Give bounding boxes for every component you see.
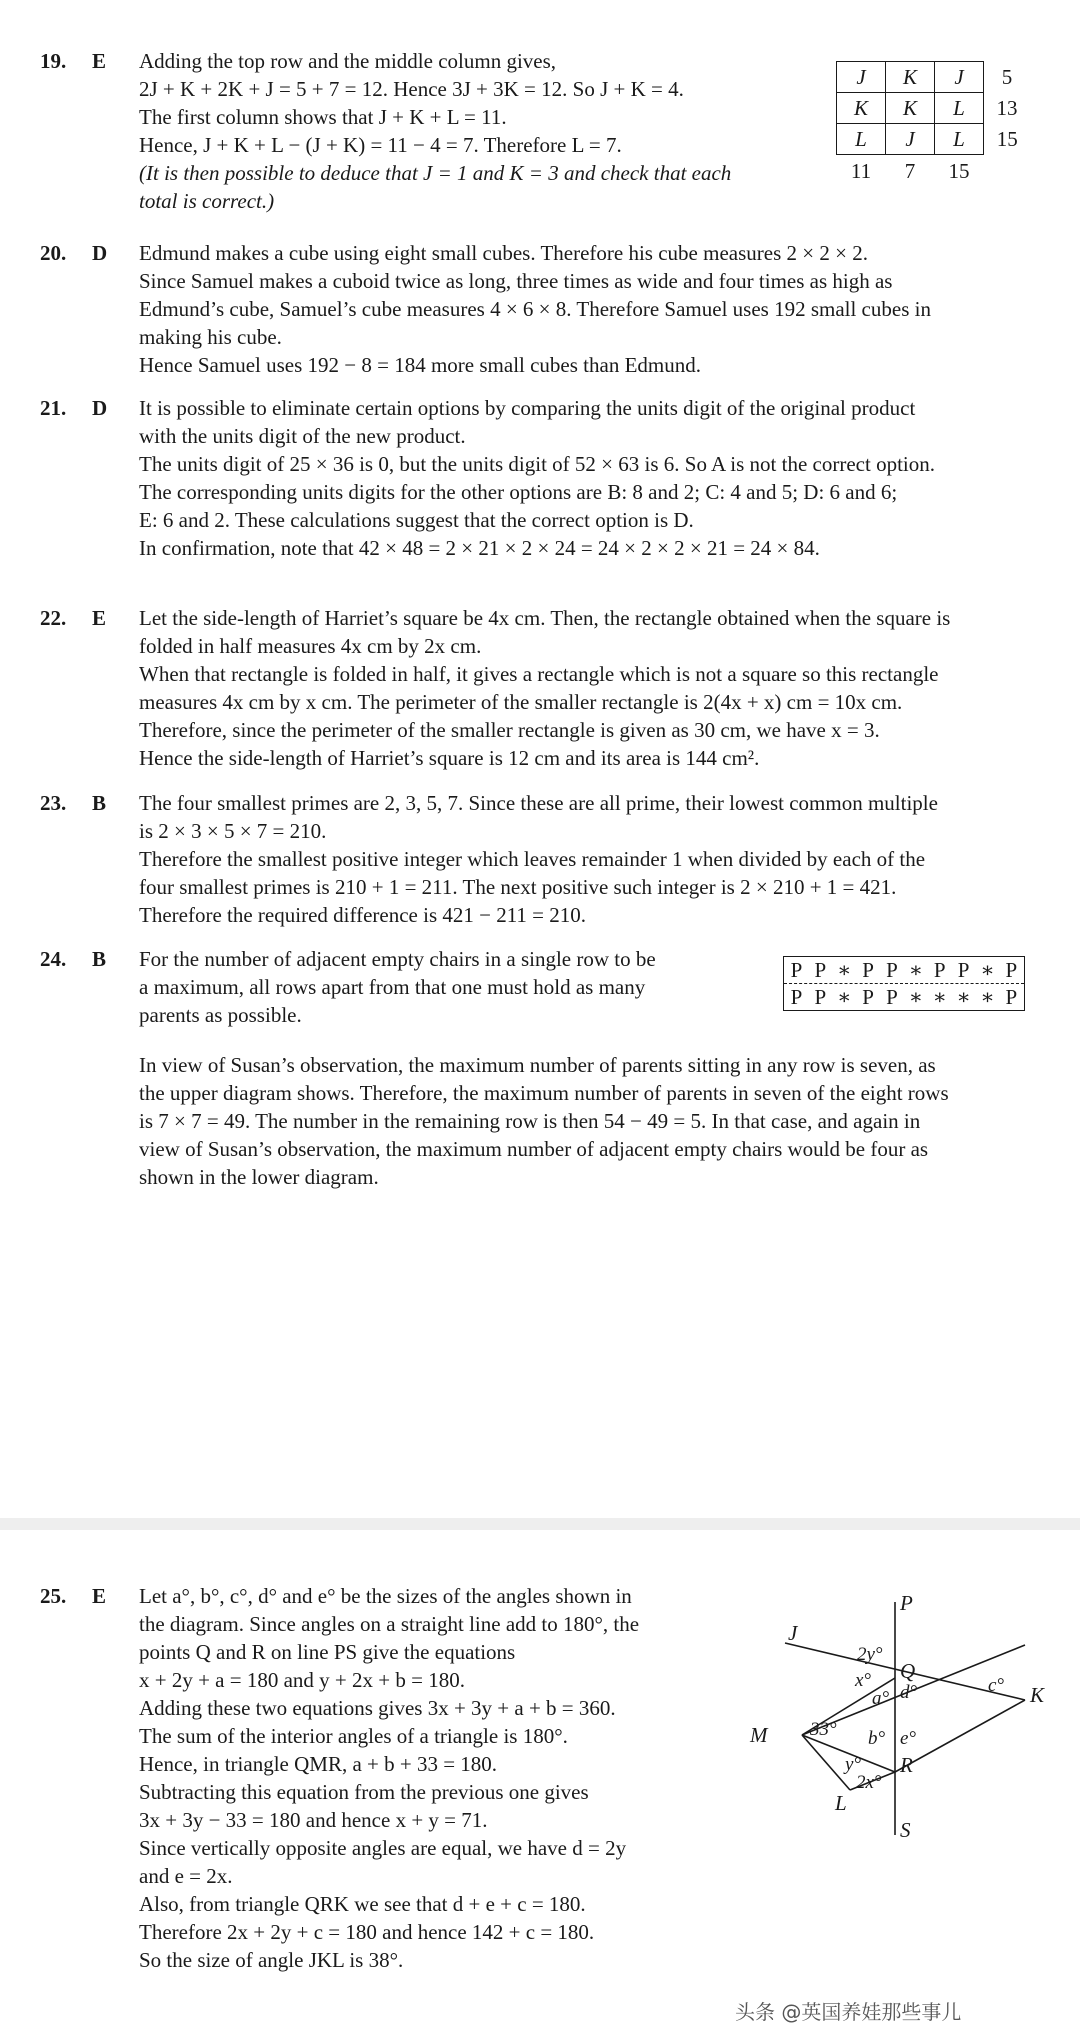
- chair: ∗: [980, 985, 995, 1009]
- chair: P: [957, 958, 970, 982]
- answer-letter: D: [92, 241, 108, 265]
- chair: P: [1005, 958, 1018, 982]
- angle-33: 33°: [810, 1719, 837, 1740]
- text-line: Let a°, b°, c°, d° and e° be the sizes of the angles shown in: [139, 1584, 632, 1608]
- text-line: The corresponding units digits for the other options are B: 8 and 2; C: 4 and 5; D: 6 and 6;: [139, 480, 898, 504]
- text-line: is 2 × 3 × 5 × 7 = 210.: [139, 819, 327, 843]
- text-line: The units digit of 25 × 36 is 0, but the units digit of 52 × 63 is 6. So A is not the correct option.: [139, 452, 935, 476]
- grid-cell: K: [886, 62, 935, 93]
- text-line: Subtracting this equation from the previous one gives: [139, 1780, 589, 1804]
- text-line: points Q and R on line PS give the equations: [139, 1640, 516, 1664]
- angle-c: c°: [988, 1675, 1005, 1696]
- solution-21-text: [139, 394, 1032, 562]
- answer-letter: D: [92, 396, 108, 420]
- text-line: parents as possible.: [139, 1003, 302, 1027]
- text-line: Hence, J + K + L − (J + K) = 11 − 4 = 7. Therefore L = 7.: [139, 133, 622, 157]
- column-total: 11: [850, 158, 872, 183]
- row-total: 5: [1001, 64, 1013, 89]
- answer-letter: B: [92, 791, 107, 815]
- text-line: shown in the lower diagram.: [139, 1165, 379, 1189]
- question-number: 23.: [40, 791, 67, 815]
- text-line: making his cube.: [139, 325, 282, 349]
- chairs-diagram: [783, 956, 1025, 1011]
- text-line: The first column shows that J + K + L = 11.: [139, 105, 507, 129]
- chair: ∗: [837, 985, 852, 1009]
- text-line: with the units digit of the new product.: [139, 424, 466, 448]
- letter-grid: [836, 61, 1031, 187]
- text-line: Therefore the required difference is 421 − 211 = 210.: [139, 903, 587, 927]
- grid-cell: K: [886, 93, 935, 124]
- label-k: K: [1030, 1683, 1045, 1707]
- text-line: Therefore 2x + 2y + c = 180 and hence 142 + c = 180.: [139, 1920, 595, 1944]
- chair: ∗: [980, 958, 995, 982]
- segment-ml: [802, 1735, 850, 1790]
- text-line: In view of Susan’s observation, the maximum number of parents sitting in any row is seven, as: [139, 1053, 936, 1077]
- chair: P: [790, 985, 803, 1009]
- chair: P: [886, 958, 898, 982]
- label-r: R: [900, 1753, 913, 1777]
- text-line: Let the side-length of Harriet’s square be 4x cm. Then, the rectangle obtained when the square is: [139, 606, 951, 630]
- text-line: Therefore the smallest positive integer which leaves remainder 1 when divided by each of the: [139, 847, 926, 871]
- text-line: is 7 × 7 = 49. The number in the remaining row is then 54 − 49 = 5. In that case, and again in: [139, 1109, 921, 1133]
- text-line: When that rectangle is folded in half, it gives a rectangle which is not a square so this rectangle: [139, 662, 939, 686]
- text-line: The sum of the interior angles of a triangle is 180°.: [139, 1724, 568, 1748]
- chair: P: [886, 985, 898, 1009]
- chair: ∗: [932, 985, 947, 1009]
- text-line: folded in half measures 4x cm by 2x cm.: [139, 634, 482, 658]
- solution-25-text: [139, 1582, 729, 1974]
- text-line: x + 2y + a = 180 and y + 2x + b = 180.: [139, 1668, 465, 1692]
- solution-20-text: [139, 239, 1032, 379]
- column-total: 15: [948, 158, 970, 183]
- text-line: It is possible to eliminate certain options by comparing the units digit of the original product: [139, 396, 916, 420]
- text-line: For the number of adjacent empty chairs in a single row to be: [139, 947, 656, 971]
- text-line: E: 6 and 2. These calculations suggest that the correct option is D.: [139, 508, 694, 532]
- chair: ∗: [956, 985, 971, 1009]
- angle-b: b°: [868, 1728, 886, 1749]
- grid-cell: J: [886, 124, 935, 155]
- column-total: 7: [904, 158, 916, 183]
- chair: ∗: [908, 985, 924, 1009]
- text-line: the diagram. Since angles on a straight line add to 180°, the: [139, 1612, 640, 1636]
- text-line: The four smallest primes are 2, 3, 5, 7. Since these are all prime, their lowest common multiple: [139, 791, 938, 815]
- text-line: Hence the side-length of Harriet’s square is 12 cm and its area is 144 cm².: [139, 746, 760, 770]
- text-line: and e = 2x.: [139, 1864, 233, 1888]
- row-total: 13: [996, 95, 1018, 120]
- page-separator: [0, 1518, 1080, 1530]
- grid-cell: J: [935, 62, 984, 93]
- question-number: 20.: [40, 241, 67, 265]
- text-line: (It is then possible to deduce that J = 1 and K = 3 and check that each: [139, 161, 732, 185]
- grid-cell: J: [837, 62, 886, 93]
- question-number: 25.: [40, 1584, 67, 1608]
- answer-letter: B: [92, 947, 107, 971]
- label-j: J: [788, 1621, 798, 1645]
- grid-cell: L: [935, 93, 984, 124]
- chair: P: [814, 985, 827, 1009]
- text-line: Hence Samuel uses 192 − 8 = 184 more small cubes than Edmund.: [139, 353, 701, 377]
- text-line: In confirmation, note that 42 × 48 = 2 × 21 × 2 × 24 = 24 × 2 × 2 × 21 = 24 × 84.: [139, 536, 820, 560]
- chair: P: [1005, 985, 1018, 1009]
- question-number: 21.: [40, 396, 67, 420]
- angle-d: d°: [900, 1682, 918, 1703]
- grid-cell: K: [837, 93, 886, 124]
- angle-2y: 2y°: [857, 1644, 883, 1665]
- solution-19-text: [139, 47, 819, 215]
- text-line: Hence, in triangle QMR, a + b + 33 = 180.: [139, 1752, 498, 1776]
- text-line: four smallest primes is 210 + 1 = 211. The next positive such integer is 2 × 210 + 1 = 421.: [139, 875, 897, 899]
- chair: ∗: [908, 958, 924, 982]
- angle-a: a°: [872, 1688, 890, 1709]
- angle-diagram: [740, 1580, 1060, 1850]
- question-number: 22.: [40, 606, 67, 630]
- angle-y: y°: [845, 1754, 862, 1775]
- answer-letter: E: [92, 1584, 107, 1608]
- chair: P: [862, 958, 874, 982]
- text-line: view of Susan’s observation, the maximum number of adjacent empty chairs would be four as: [139, 1137, 929, 1161]
- text-line: Adding the top row and the middle column gives,: [139, 49, 557, 73]
- answer-letter: E: [92, 49, 107, 73]
- label-l: L: [835, 1791, 847, 1815]
- angle-x: x°: [855, 1670, 872, 1691]
- angle-2x: 2x°: [856, 1772, 882, 1793]
- question-number: 19.: [40, 49, 67, 73]
- label-s: S: [900, 1818, 911, 1842]
- text-line: 3x + 3y − 33 = 180 and hence x + y = 71.: [139, 1808, 488, 1832]
- question-number: 24.: [40, 947, 67, 971]
- chair: P: [790, 958, 803, 982]
- grid-cell: L: [837, 124, 886, 155]
- text-line: 2J + K + 2K + J = 5 + 7 = 12. Hence 3J + 3K = 12. So J + K = 4.: [139, 77, 684, 101]
- text-line: Also, from triangle QRK we see that d + e + c = 180.: [139, 1892, 586, 1916]
- text-line: Adding these two equations gives 3x + 3y + a + b = 360.: [139, 1696, 616, 1720]
- solution-22-text: [139, 604, 1032, 772]
- text-line: total is correct.): [139, 189, 275, 213]
- text-line: So the size of angle JKL is 38°.: [139, 1948, 404, 1972]
- text-line: measures 4x cm by x cm. The perimeter of the smaller rectangle is 2(4x + x) cm = 10x cm.: [139, 690, 903, 714]
- answer-letter: E: [92, 606, 107, 630]
- text-line: a maximum, all rows apart from that one must hold as many: [139, 975, 646, 999]
- chair: P: [814, 958, 827, 982]
- chair: ∗: [837, 958, 852, 982]
- text-line: Since vertically opposite angles are equal, we have d = 2y: [139, 1836, 627, 1860]
- label-q: Q: [900, 1659, 916, 1683]
- angle-e: e°: [900, 1728, 917, 1749]
- text-line: Therefore, since the perimeter of the smaller rectangle is given as 30 cm, we have x = 3.: [139, 718, 880, 742]
- text-line: the upper diagram shows. Therefore, the maximum number of parents in seven of the eight rows: [139, 1081, 949, 1105]
- solution-23-text: [139, 789, 1032, 929]
- row-total: 15: [996, 126, 1018, 151]
- chair-row-lower: [784, 984, 1024, 1010]
- text-line: Edmund makes a cube using eight small cubes. Therefore his cube measures 2 × 2 × 2.: [139, 241, 868, 265]
- label-m: M: [750, 1723, 768, 1747]
- chair: P: [862, 985, 874, 1009]
- watermark: 头条 @英国养娃那些事儿: [735, 2000, 962, 2024]
- label-p: P: [900, 1591, 913, 1615]
- chair-row-upper: [784, 957, 1024, 983]
- text-line: Edmund’s cube, Samuel’s cube measures 4 × 6 × 8. Therefore Samuel uses 192 small cubes in: [139, 297, 931, 321]
- chair: P: [933, 958, 946, 982]
- text-line: Since Samuel makes a cuboid twice as long, three times as wide and four times as high as: [139, 269, 893, 293]
- grid-cell: L: [935, 124, 984, 155]
